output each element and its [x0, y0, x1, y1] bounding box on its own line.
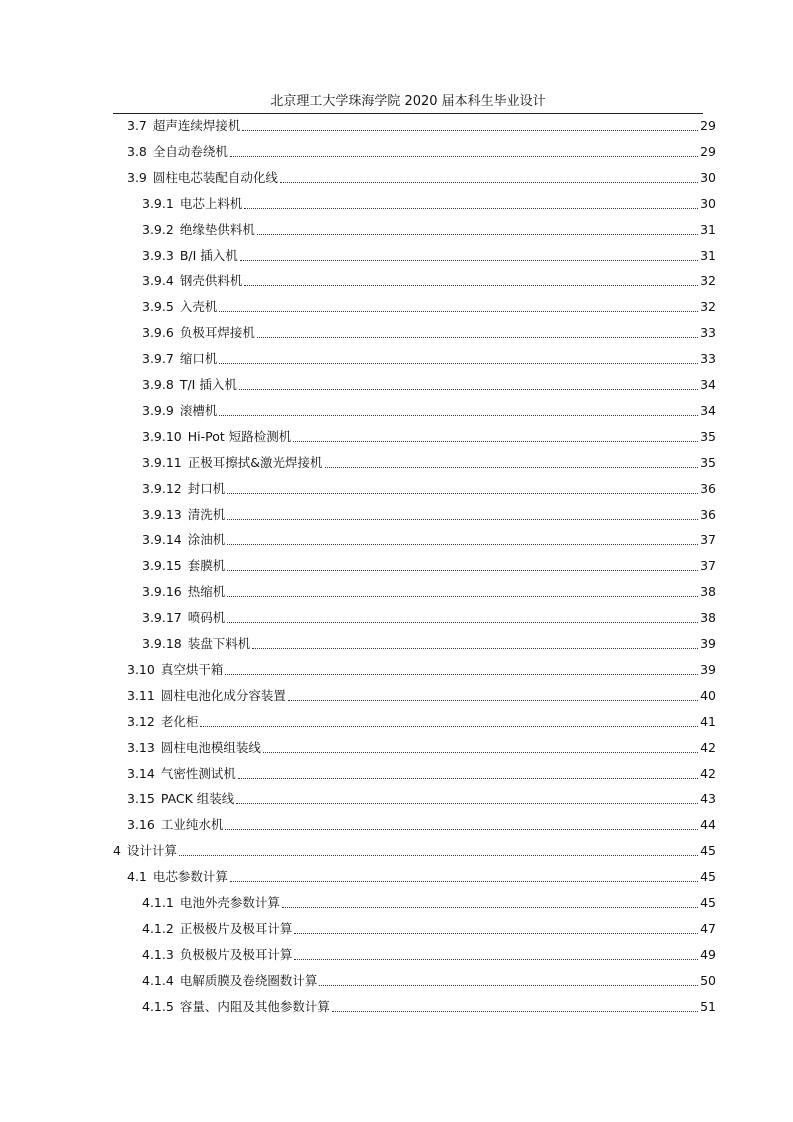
- toc-page-number: 29: [700, 118, 716, 133]
- toc-leader-dots: [252, 648, 698, 649]
- toc-page-number: 31: [700, 247, 716, 263]
- toc-entry-text: [142, 273, 242, 289]
- toc-entry-number: 3.9.16: [142, 584, 182, 600]
- toc-leader-dots: [227, 519, 698, 520]
- toc-leader-dots: [294, 959, 698, 960]
- toc-entry[interactable]: [142, 246, 716, 264]
- toc-entry[interactable]: [142, 427, 716, 445]
- toc-page-number: 33: [700, 325, 716, 341]
- toc-page-number: 36: [700, 506, 716, 522]
- toc-page-number: 47: [700, 920, 716, 936]
- toc-leader-dots: [238, 778, 698, 779]
- toc-page-number: 37: [700, 532, 716, 548]
- toc-entry[interactable]: [142, 453, 716, 471]
- toc-entry[interactable]: [142, 375, 716, 393]
- toc-page-number: 38: [700, 584, 716, 600]
- toc-entry-title: 涂油机: [187, 532, 226, 548]
- toc-leader-dots: [293, 441, 698, 442]
- toc-entry-text: [142, 999, 330, 1015]
- toc-entry-text: [127, 688, 286, 704]
- toc-entry-title: 正极耳擦拭&激光焊接机: [187, 454, 323, 470]
- toc-page-number: 29: [700, 143, 716, 159]
- toc-entry-title: 电解质膜及卷绕圈数计算: [179, 972, 318, 988]
- toc-entry-title: 正极极片及极耳计算: [179, 920, 293, 936]
- toc-entry-number: 3.8: [127, 143, 147, 159]
- toc-entry-title: 容量、内阻及其他参数计算: [179, 998, 330, 1014]
- toc-leader-dots: [179, 855, 698, 856]
- toc-entry-number: 3.9.9: [142, 402, 174, 418]
- toc-page-number: 35: [700, 428, 716, 444]
- toc-entry-title: PACK 组装线: [160, 791, 235, 807]
- toc-entry[interactable]: [142, 945, 716, 963]
- toc-entry-text: [142, 325, 255, 341]
- toc-page-number: 30: [700, 169, 716, 185]
- toc-leader-dots: [227, 493, 698, 494]
- toc-leader-dots: [240, 260, 698, 261]
- toc-leader-dots: [239, 389, 698, 390]
- toc-entry-text: [142, 455, 323, 471]
- toc-entry-title: 套膜机: [187, 558, 226, 574]
- toc-entry-number: 4.1.5: [142, 998, 174, 1014]
- toc-entry-title: 负极极片及极耳计算: [179, 946, 293, 962]
- toc-entry-title: 工业纯水机: [160, 817, 224, 833]
- toc-entry-title: 圆柱电池模组装线: [160, 739, 261, 755]
- toc-leader-dots: [325, 467, 699, 468]
- toc-entry[interactable]: [127, 738, 716, 756]
- toc-entry[interactable]: [142, 634, 716, 652]
- toc-entry-number: 3.10: [127, 661, 155, 677]
- toc-entry-title: 入壳机: [179, 299, 218, 315]
- toc-leader-dots: [332, 1011, 698, 1012]
- toc-entry-number: 3.9.2: [142, 221, 174, 237]
- toc-entry-number: 3.9: [127, 169, 147, 185]
- toc-entry-title: 真空烘干箱: [160, 661, 224, 677]
- toc-page-number: 49: [700, 946, 716, 962]
- toc-entry-number: 3.9.7: [142, 351, 174, 367]
- toc-leader-dots: [227, 622, 698, 623]
- toc-entry[interactable]: [142, 582, 716, 600]
- toc-entry-text: [142, 196, 242, 212]
- toc-entry-title: 喷码机: [187, 610, 226, 626]
- toc-entry-text: [127, 740, 261, 756]
- toc-page-number: 38: [700, 610, 716, 626]
- toc-entry-title: T/I 插入机: [179, 377, 237, 392]
- toc-page-number: 42: [700, 765, 716, 781]
- toc-entry-number: 3.11: [127, 687, 155, 703]
- toc-page-number: 44: [700, 817, 716, 833]
- toc-page-number: 33: [700, 351, 716, 367]
- toc-page-number: 50: [700, 972, 716, 988]
- toc-entry-text: [142, 429, 291, 445]
- toc-entry-text: [142, 222, 255, 238]
- toc-entry-title: 超声连续焊接机: [152, 118, 241, 133]
- toc-leader-dots: [225, 674, 698, 675]
- toc-entry[interactable]: [127, 867, 716, 885]
- toc-entry-text: [142, 299, 217, 315]
- toc-leader-dots: [200, 726, 698, 727]
- toc-entry-title: 气密性测试机: [160, 765, 236, 781]
- toc-entry-number: 4.1.1: [142, 895, 174, 910]
- toc-entry-title: 负极耳焊接机: [179, 325, 255, 341]
- toc-entry[interactable]: [142, 220, 716, 238]
- toc-page-number: 43: [700, 791, 716, 807]
- toc-entry-text: [127, 817, 223, 833]
- toc-entry-number: 4: [113, 843, 121, 859]
- toc-entry[interactable]: [127, 789, 716, 807]
- toc-entry-number: 3.9.11: [142, 454, 182, 470]
- toc-entry-number: 3.9.10: [142, 428, 182, 444]
- toc-leader-dots: [219, 363, 698, 364]
- toc-entry-title: 设计计算: [126, 843, 177, 859]
- toc-page-number: 45: [700, 843, 716, 859]
- toc-entry[interactable]: [142, 530, 716, 548]
- toc-entry-text: [142, 248, 238, 264]
- header-rule: [113, 113, 703, 114]
- toc-entry[interactable]: [142, 323, 716, 341]
- toc-entry-text: [142, 947, 292, 963]
- toc-leader-dots: [294, 933, 698, 934]
- toc-entry[interactable]: [142, 893, 716, 911]
- toc-page-number: 34: [700, 402, 716, 418]
- toc-entry-number: 3.9.14: [142, 532, 182, 548]
- toc-entry-number: 3.9.13: [142, 506, 182, 522]
- toc-entry-title: 老化柜: [160, 713, 199, 729]
- toc-leader-dots: [227, 544, 698, 545]
- toc-entry[interactable]: [142, 194, 716, 212]
- toc-entry[interactable]: [142, 401, 716, 419]
- toc-page-number: 45: [700, 895, 716, 910]
- toc-leader-dots: [244, 285, 698, 286]
- toc-entry[interactable]: [142, 997, 716, 1015]
- toc-entry-number: 3.15: [127, 791, 155, 807]
- page-header: 北京理工大学珠海学院 2020 届本科生毕业设计: [270, 94, 546, 109]
- toc-entry-number: 3.16: [127, 817, 155, 833]
- toc-page-number: 40: [700, 687, 716, 703]
- toc-page-number: 51: [700, 998, 716, 1014]
- toc-entry-title: 钢壳供料机: [179, 273, 243, 289]
- toc-entry-text: [142, 507, 225, 523]
- toc-entry-text: [127, 118, 240, 134]
- toc-entry-number: 4.1.2: [142, 920, 174, 936]
- toc-entry-text: [127, 144, 228, 160]
- toc-entry[interactable]: [127, 686, 716, 704]
- toc-entry[interactable]: [127, 764, 716, 782]
- toc-entry[interactable]: [127, 712, 716, 730]
- toc-page-number: 41: [700, 713, 716, 729]
- toc-entry[interactable]: [127, 168, 716, 186]
- toc-entry-number: 3.9.18: [142, 636, 182, 651]
- toc-leader-dots: [288, 700, 698, 701]
- toc-entry-number: 3.12: [127, 713, 155, 729]
- toc-entry-title: 缩口机: [179, 351, 218, 367]
- toc-entry-number: 4.1: [127, 869, 147, 885]
- toc-entry-text: [142, 532, 225, 548]
- toc-entry-title: B/I 插入机: [179, 247, 238, 263]
- toc-page-number: 36: [700, 480, 716, 496]
- toc-leader-dots: [236, 803, 698, 804]
- toc-leader-dots: [263, 752, 698, 753]
- toc-entry-number: 3.9.1: [142, 195, 174, 211]
- toc-entry[interactable]: [142, 271, 716, 289]
- toc-entry-number: 3.9.17: [142, 610, 182, 626]
- toc-entry-text: [142, 973, 317, 989]
- toc-entry-number: 3.13: [127, 739, 155, 755]
- toc-leader-dots: [282, 907, 698, 908]
- toc-leader-dots: [227, 570, 698, 571]
- toc-entry-number: 4.1.3: [142, 946, 174, 962]
- toc-page-number: 39: [700, 636, 716, 651]
- toc-entry-text: [127, 791, 234, 807]
- toc-page-number: 32: [700, 273, 716, 289]
- toc-leader-dots: [227, 596, 698, 597]
- toc-leader-dots: [219, 311, 698, 312]
- toc-entry-text: [127, 869, 228, 885]
- toc-leader-dots: [257, 337, 698, 338]
- toc-entry-title: 热缩机: [187, 584, 226, 600]
- toc-entry-text: [142, 377, 237, 393]
- toc-entry-text: [127, 662, 223, 678]
- toc-entry-title: 电芯参数计算: [152, 869, 228, 885]
- toc-page-number: 35: [700, 454, 716, 470]
- toc-entry-number: 3.9.3: [142, 247, 174, 263]
- toc-entry[interactable]: [127, 660, 716, 678]
- toc-leader-dots: [319, 985, 698, 986]
- toc-entry-title: 圆柱电芯装配自动化线: [152, 169, 278, 185]
- toc-page-number: 42: [700, 739, 716, 755]
- toc-entry-title: 清洗机: [187, 506, 226, 522]
- toc-leader-dots: [225, 829, 698, 830]
- toc-entry-number: 3.9.12: [142, 480, 182, 496]
- toc-entry-number: 3.14: [127, 765, 155, 781]
- toc-entry-title: 圆柱电池化成分容装置: [160, 687, 286, 703]
- toc-entry-title: 滚槽机: [179, 402, 218, 418]
- toc-entry-title: 封口机: [187, 480, 226, 496]
- toc-entry-title: 绝缘垫供料机: [179, 221, 255, 237]
- toc-entry[interactable]: [127, 815, 716, 833]
- toc-entry-number: 3.7: [127, 118, 147, 133]
- toc-leader-dots: [230, 156, 698, 157]
- toc-entry[interactable]: [142, 608, 716, 626]
- toc-leader-dots: [280, 182, 698, 183]
- toc-entry-text: [142, 403, 217, 419]
- toc-entry-text: [142, 481, 225, 497]
- toc-entry-text: [142, 584, 225, 600]
- toc-entry[interactable]: [127, 142, 716, 160]
- toc-leader-dots: [230, 881, 698, 882]
- toc-entry-text: [142, 636, 250, 652]
- toc-page-number: 39: [700, 661, 716, 677]
- toc-entry[interactable]: [142, 556, 716, 574]
- toc-page-number: 30: [700, 195, 716, 211]
- toc-entry-text: [142, 558, 225, 574]
- toc-entry[interactable]: [142, 349, 716, 367]
- toc-entry-number: 4.1.4: [142, 972, 174, 988]
- toc-entry-text: [127, 766, 236, 782]
- toc-entry-title: 装盘下料机: [187, 636, 251, 651]
- toc-entry-text: [127, 170, 278, 186]
- toc-entry-number: 3.9.15: [142, 558, 182, 574]
- toc-entry-text: [113, 843, 177, 859]
- toc-leader-dots: [257, 234, 698, 235]
- toc-entry-number: 3.9.5: [142, 299, 174, 315]
- toc-entry-text: [142, 610, 225, 626]
- toc-entry-text: [142, 351, 217, 367]
- toc-entry[interactable]: [142, 919, 716, 937]
- toc-leader-dots: [219, 415, 698, 416]
- toc-page-number: 32: [700, 299, 716, 315]
- toc-entry[interactable]: [142, 297, 716, 315]
- toc-entry[interactable]: [127, 116, 716, 134]
- toc-entry[interactable]: [142, 479, 716, 497]
- toc-entry[interactable]: [142, 971, 716, 989]
- toc-entry-number: 3.9.8: [142, 377, 174, 392]
- toc-entry[interactable]: [113, 841, 716, 859]
- toc-leader-dots: [242, 130, 698, 131]
- toc-entry-number: 3.9.6: [142, 325, 174, 341]
- toc-entry-title: 电池外壳参数计算: [179, 895, 280, 910]
- toc-entry-text: [142, 895, 280, 911]
- toc-entry-title: Hi-Pot 短路检测机: [187, 428, 292, 444]
- toc-leader-dots: [244, 208, 698, 209]
- toc-page-number: 34: [700, 377, 716, 392]
- toc-entry-title: 全自动卷绕机: [152, 143, 228, 159]
- toc-entry[interactable]: [142, 505, 716, 523]
- toc-entry-number: 3.9.4: [142, 273, 174, 289]
- toc-page-number: 31: [700, 221, 716, 237]
- toc-entry-text: [142, 921, 292, 937]
- toc-entry-title: 电芯上料机: [179, 195, 243, 211]
- toc-page-number: 45: [700, 869, 716, 885]
- toc-page-number: 37: [700, 558, 716, 574]
- toc-entry-text: [127, 714, 198, 730]
